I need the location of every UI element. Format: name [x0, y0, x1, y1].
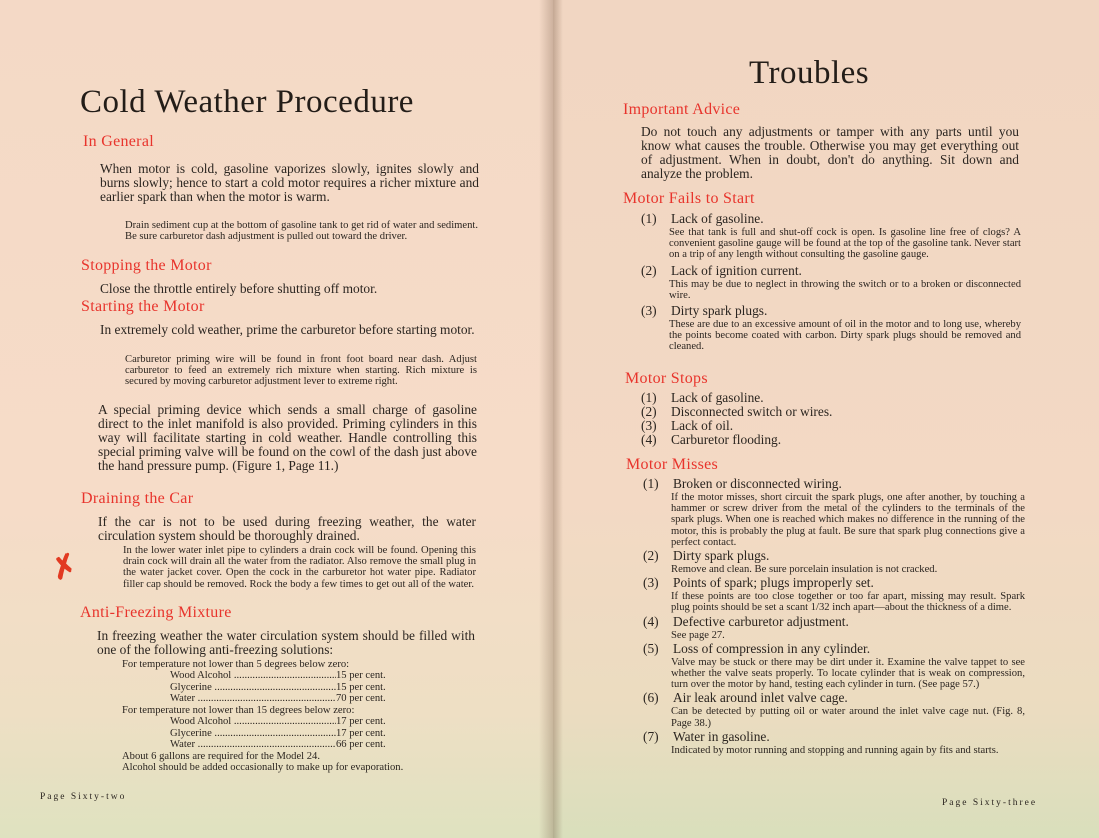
- paragraph: In freezing weather the water circulation system should be filled with one of the following anti-freezing solutions:: [97, 628, 475, 657]
- item-title: Defective carburetor adjustment.: [673, 613, 849, 629]
- paragraph: A special priming device which sends a small charge of gasoline direct to the inlet manifold is also provided. Priming cylinders in this way will facilitate starting in cold weather. Handle controlling this special priming valve will be found on the cowl of the dash just above the hand pressure pump. (Figure 1, Page 11.): [98, 402, 477, 473]
- mixture-condition: For temperature not lower than 15 degrees below zero:: [122, 704, 355, 716]
- mixture-row: Wood Alcohol ..... 17 per cent.: [170, 716, 467, 728]
- heading-stopping: Stopping the Motor: [81, 257, 212, 274]
- item-note: If the motor misses, short circuit the spark plugs, one after another, by touching a hammer or screw driver from the metal of the cylinders to the terminals of the spark plugs. When one is reached which makes no difference in the running of the motor, this is probably the plug at fault. Be sure that spark plug connections give a perfect contact.: [671, 492, 1025, 548]
- handwritten-x-mark: ✗: [47, 547, 83, 588]
- list-item: [643, 642, 1025, 691]
- note: About 6 gallons are required for the Model 24.: [122, 750, 320, 762]
- item-number: (1): [643, 476, 659, 491]
- item-note: Indicated by motor running and stopping and running again by fits and starts.: [671, 744, 999, 756]
- item-title: Points of spark; plugs improperly set.: [673, 575, 874, 591]
- page-number: Page Sixty-three: [942, 798, 1038, 808]
- item-title: Lack of gasoline.: [671, 211, 764, 226]
- item-title: Broken or disconnected wiring.: [673, 476, 842, 491]
- list-item: [643, 691, 1025, 728]
- heading-fails: Motor Fails to Start: [623, 190, 755, 207]
- heading-antifreeze: Anti-Freezing Mixture: [80, 604, 232, 621]
- list-item: [643, 477, 1025, 548]
- right-page: [553, 0, 1099, 838]
- item-title: Carburetor flooding.: [671, 432, 782, 447]
- item-title: Lack of gasoline.: [671, 390, 764, 405]
- list-item: [641, 304, 1021, 353]
- item-number: (3): [641, 418, 657, 433]
- item-number: (2): [641, 262, 657, 278]
- list-item: [643, 549, 1025, 575]
- item-note: See that tank is full and shut-off cock is open. Is gasoline line free of clogs? A convenient gasoline gauge will be found at the top of the gasoline tank. Never start on a trip of any length without consulting the gasoline gauge.: [669, 227, 1021, 261]
- heading-in-general: In General: [83, 133, 154, 150]
- item-title: Air leak around inlet valve cage.: [673, 690, 848, 706]
- note: Alcohol should be added occasionally to make up for evaporation.: [122, 762, 404, 774]
- heading-advice: Important Advice: [623, 101, 741, 118]
- mixture-row: Glycerine ..... 15 per cent.: [170, 682, 467, 694]
- item-title: Dirty spark plugs.: [673, 548, 770, 564]
- item-number: (4): [641, 432, 657, 447]
- item-note: Can be detected by putting oil or water around the inlet valve cage nut. (Fig. 8, Page 38.): [671, 706, 1025, 729]
- item-number: (6): [643, 690, 659, 706]
- stops-list: [641, 391, 1021, 447]
- item-note: See page 27.: [671, 629, 725, 641]
- mixture-row: Water ..... 70 per cent.: [170, 693, 467, 705]
- fails-list: [641, 212, 1021, 356]
- mixture-row: Wood Alcohol ..... 15 per cent.: [170, 670, 467, 682]
- item-number: (2): [643, 548, 659, 564]
- list-item: [641, 419, 1021, 433]
- list-item: [641, 264, 1021, 301]
- item-note: If these points are too close together or too far apart, missing may result. Spark plug points should be set a scant 1/32 inch apart—about the thickness of a dime.: [671, 591, 1025, 614]
- note: In the lower water inlet pipe to cylinders a drain cock will be found. Opening this drain cock will drain all the water from the radiator. Also remove the small plug in the water jacket cover. Open the cock in the carburetor hot water pipe. Radiator filler cap should be removed. Rock the body a few times to get out all of the water.: [123, 545, 476, 590]
- page-number: Page Sixty-two: [40, 792, 127, 802]
- item-title: Loss of compression in any cylinder.: [673, 640, 871, 656]
- item-note: Remove and clean. Be sure porcelain insulation is not cracked.: [671, 564, 938, 576]
- item-title: Dirty spark plugs.: [671, 303, 768, 319]
- heading-stops: Motor Stops: [625, 370, 708, 387]
- misses-list: [643, 477, 1025, 757]
- list-item: [643, 730, 1025, 756]
- item-number: (1): [641, 211, 657, 226]
- item-title: Disconnected switch or wires.: [671, 404, 833, 419]
- list-item: [643, 576, 1025, 613]
- list-item: [641, 433, 1021, 447]
- item-note: Valve may be stuck or there may be dirt under it. Examine the valve tappet to see whether the valve seats properly. To locate cylinder that is weak on compression, turn over the motor by hand, testing each cylinder in turn. (See page 57.): [671, 656, 1025, 691]
- mixture-row: Glycerine ..... 17 per cent.: [170, 728, 467, 740]
- mixture-table: [122, 659, 467, 773]
- heading-draining: Draining the Car: [81, 490, 194, 507]
- item-title: Water in gasoline.: [673, 728, 770, 744]
- paragraph: Close the throttle entirely before shutting off motor.: [100, 281, 378, 296]
- list-item: [641, 391, 1021, 405]
- item-number: (3): [641, 303, 657, 319]
- item-number: (7): [643, 728, 659, 744]
- paragraph: If the car is not to be used during freezing weather, the water circulation system should be thoroughly drained.: [98, 514, 476, 543]
- mixture-row: Water ..... 66 per cent.: [170, 739, 467, 751]
- page-title: Cold Weather Procedure: [80, 84, 414, 120]
- item-title: Lack of ignition current.: [671, 262, 802, 278]
- list-item: [641, 212, 1021, 261]
- item-title: Lack of oil.: [671, 418, 734, 433]
- paragraph: Do not touch any adjustments or tamper with any parts until you know what causes the trouble. Otherwise you may get everything out of adjustment. When in doubt, don't do anything. Sit down and analyze the problem.: [641, 124, 1019, 181]
- list-item: [643, 615, 1025, 641]
- heading-misses: Motor Misses: [626, 456, 719, 473]
- page-title: Troubles: [749, 55, 870, 91]
- list-item: [641, 405, 1021, 419]
- paragraph: When motor is cold, gasoline vaporizes slowly, ignites slowly and burns slowly; hence to start a cold motor requires a richer mixture and earlier spark than when the motor is warm.: [100, 161, 479, 204]
- note: Carburetor priming wire will be found in front foot board near dash. Adjust carburetor to feed an extremely rich mixture when starting. Rich mixture is secured by moving carburetor adjustment lever to extreme right.: [125, 354, 477, 388]
- item-number: (5): [643, 640, 659, 656]
- note: Drain sediment cup at the bottom of gasoline tank to get rid of water and sediment. Be sure carburetor dash adjustment is pulled out toward the driver.: [125, 220, 478, 243]
- item-note: These are due to an excessive amount of oil in the motor and to long use, whereby the points become coated with carbon. Dirty spark plugs should be removed and cleaned.: [669, 319, 1021, 353]
- item-number: (1): [641, 390, 657, 405]
- paragraph: In extremely cold weather, prime the carburetor before starting motor.: [100, 322, 475, 337]
- gutter-shadow: [553, 0, 563, 838]
- item-number: (2): [641, 404, 657, 419]
- item-number: (3): [643, 575, 659, 591]
- heading-starting: Starting the Motor: [81, 298, 205, 315]
- mixture-condition: For temperature not lower than 5 degrees below zero:: [122, 659, 350, 670]
- gutter-shadow: [539, 0, 553, 838]
- item-number: (4): [643, 613, 659, 629]
- item-note: This may be due to neglect in throwing the switch or to a broken or disconnected wire.: [669, 278, 1021, 301]
